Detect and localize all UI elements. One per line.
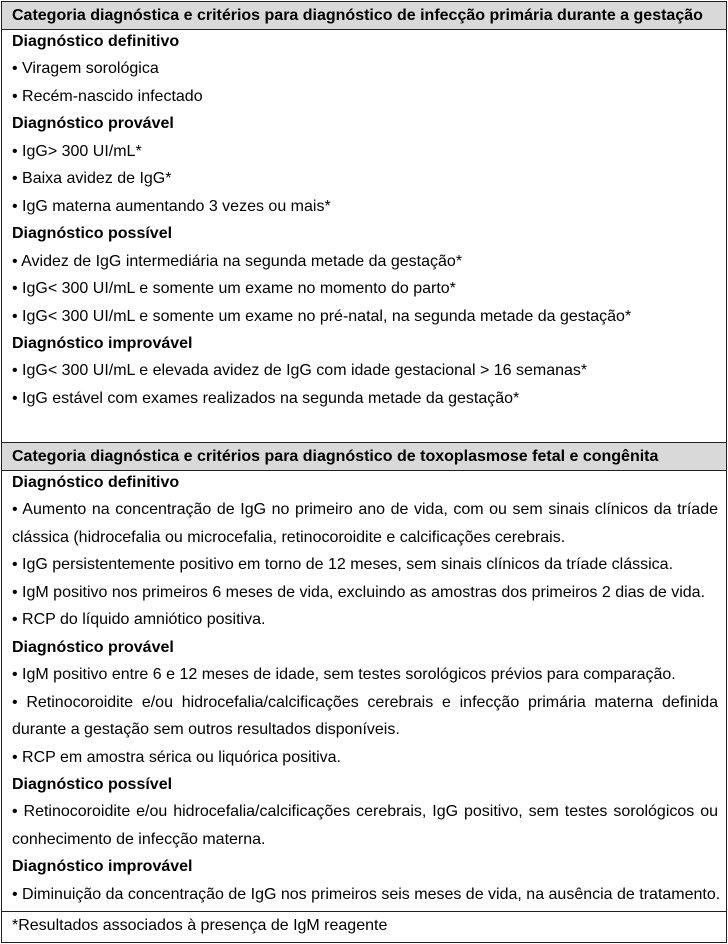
group-title: Diagnóstico possível: [12, 775, 173, 793]
criterion-line: durante a gestação sem outros resultados disponíveis.: [12, 721, 400, 739]
criterion-line: conhecimento de infecção materna.: [12, 830, 266, 848]
criterion-item: • RCP do líquido amniótico positiva.: [12, 611, 266, 629]
criterion-item: [12, 689, 718, 744]
criterion-line: • Aumento na concentração de IgG no primeiro ano de vida, com ou sem sinais clínicos da tríade: [12, 501, 718, 519]
criterion-item: • Diminuição da concentração de IgG nos primeiros seis meses de vida, na ausência de tratamento.: [12, 885, 721, 903]
criterion-item: • IgM positivo nos primeiros 6 meses de vida, excluindo as amostras dos primeiros 2 dias de vida.: [12, 583, 706, 601]
criterion-item: • Recém-nascido infectado: [12, 87, 203, 105]
criterion-item: • RCP em amostra sérica ou liquórica positiva.: [12, 748, 341, 766]
criterion-item: [12, 496, 718, 551]
criteria-group: [12, 469, 718, 634]
section-content: [12, 469, 721, 908]
footnote: *Resultados associados à presença de IgM reagente: [2, 911, 726, 942]
criterion-item: • IgG< 300 UI/mL e elevada avidez de IgG com idade gestacional > 16 semanas*: [12, 362, 588, 380]
group-title: Diagnóstico definitivo: [12, 33, 180, 50]
criteria-group: [12, 771, 718, 853]
criterion-item: • Baixa avidez de IgG*: [12, 170, 172, 188]
criterion-line: clássica (hidrocefalia ou microcefalia, retinocoroidite e calcificações cerebrais.: [12, 528, 566, 546]
criteria-group: [12, 220, 718, 330]
section-content: [12, 28, 718, 412]
group-title: Diagnóstico improvável: [12, 858, 193, 876]
group-title: Diagnóstico possível: [12, 225, 173, 243]
group-title: Diagnóstico provável: [12, 115, 174, 133]
criteria-table: [1, 1, 727, 943]
criteria-group: [12, 853, 721, 908]
criterion-line: • Retinocoroidite e/ou hidrocefalia/calcificações cerebrais, IgG positivo, sem testes sorológicos ou: [12, 803, 718, 821]
group-title: Diagnóstico improvável: [12, 334, 193, 352]
criterion-line: • Retinocoroidite e/ou hidrocefalia/calcificações cerebrais e infecção primária materna definida: [12, 693, 718, 711]
criterion-item: • Avidez de IgG intermediária na segunda metade da gestação*: [12, 252, 463, 270]
criterion-item: • IgG persistentemente positivo em torno de 12 meses, sem sinais clínicos da tríade clássica.: [12, 556, 674, 574]
group-title: Diagnóstico provável: [12, 638, 174, 656]
section-header: Categoria diagnóstica e critérios para diagnóstico de toxoplasmose fetal e congênita: [2, 442, 726, 471]
criterion-item: • IgG< 300 UI/mL e somente um exame no pré-natal, na segunda metade da gestação*: [12, 307, 632, 325]
criterion-item: • IgM positivo entre 6 e 12 meses de idade, sem testes sorológicos prévios para comparação.: [12, 666, 676, 684]
section-header: Categoria diagnóstica e critérios para diagnóstico de infecção primária durante a gestação: [2, 2, 726, 30]
criteria-group: [12, 634, 718, 771]
criteria-group: [12, 110, 718, 220]
criteria-group: [12, 330, 718, 412]
group-title: Diagnóstico definitivo: [12, 474, 180, 491]
criterion-item: • IgG materna aumentando 3 vezes ou mais*: [12, 197, 331, 215]
criteria-group: [12, 28, 718, 110]
criterion-item: • IgG< 300 UI/mL e somente um exame no momento do parto*: [12, 280, 456, 298]
criterion-item: [12, 798, 718, 853]
criterion-item: • IgG estável com exames realizados na segunda metade da gestação*: [12, 389, 520, 407]
section-body: [2, 30, 726, 442]
criterion-item: • Viragem sorológica: [12, 60, 159, 78]
criterion-item: • IgG> 300 UI/mL*: [12, 142, 142, 160]
section-body: [2, 471, 726, 911]
